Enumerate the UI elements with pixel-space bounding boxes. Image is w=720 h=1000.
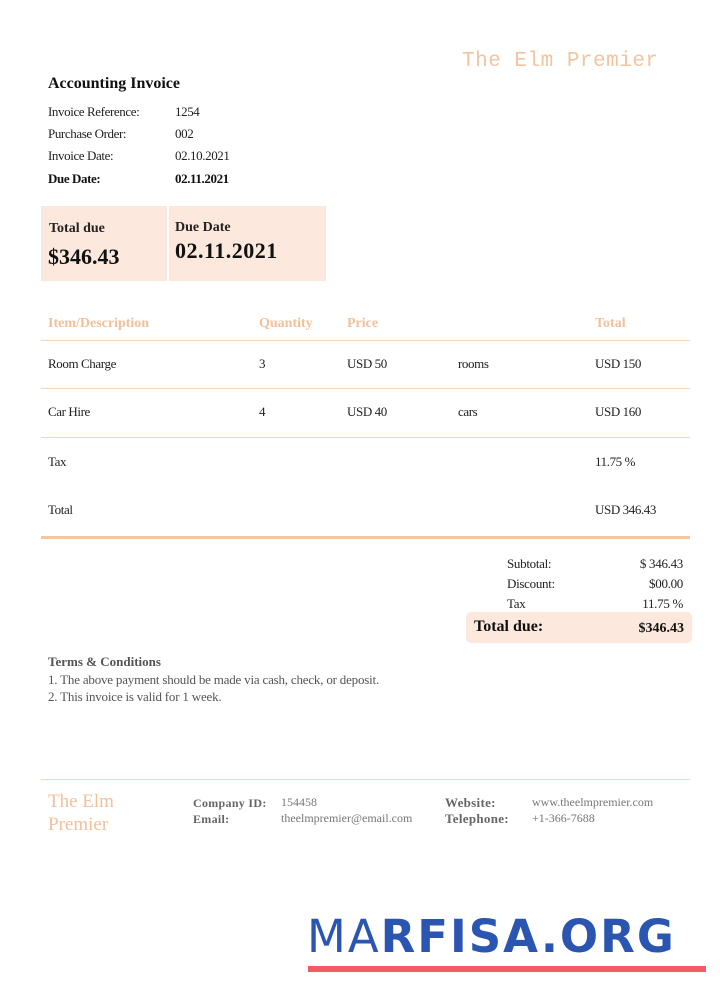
meta-label: Purchase Order: — [48, 126, 127, 141]
meta-value: 002 — [175, 126, 194, 141]
watermark-part1: MA — [307, 910, 381, 963]
company-id-label: Company ID: — [193, 796, 267, 810]
tax-label: Tax — [507, 596, 526, 611]
row-divider — [41, 388, 690, 389]
row-car-unit: cars — [458, 404, 478, 419]
telephone-label: Telephone: — [445, 811, 509, 826]
summary-due-date-value: 02.11.2021 — [175, 238, 278, 263]
col-header-quantity: Quantity — [259, 316, 313, 331]
row-total-item: Total — [48, 502, 73, 517]
row-total-total: USD 346.43 — [595, 502, 657, 517]
row-divider — [41, 437, 690, 438]
row-car-quantity: 4 — [259, 404, 266, 419]
email-value[interactable]: theelmpremier@email.com — [281, 811, 413, 825]
watermark-part3: .ORG — [540, 910, 676, 963]
summary-due-date-label: Due Date — [175, 220, 231, 235]
summary-divider — [167, 206, 169, 281]
summary-box — [41, 206, 326, 281]
summary-total-due-value: $346.43 — [48, 244, 120, 269]
meta-label: Invoice Reference: — [48, 104, 140, 119]
subtotal-value: $ 346.43 — [639, 556, 683, 571]
footer-brand-line1: The Elm — [48, 791, 114, 812]
row-room-item: Room Charge — [48, 356, 116, 371]
invoice-title: Accounting Invoice — [48, 75, 180, 92]
tax-value: 11.75 % — [642, 596, 683, 611]
terms-line: 1. The above payment should be made via cash, check, or deposit. — [48, 672, 379, 687]
row-tax-item: Tax — [48, 454, 67, 469]
email-label: Email: — [193, 812, 230, 826]
meta-label: Due Date: — [48, 171, 101, 186]
terms-title: Terms & Conditions — [48, 654, 161, 669]
col-header-total: Total — [595, 316, 626, 331]
brand-name-header: The Elm Premier — [462, 50, 659, 73]
total-due-label: Total due: — [474, 618, 544, 635]
total-due-box — [466, 612, 692, 643]
row-room-price: USD 50 — [347, 356, 387, 371]
table-bottom-divider — [41, 536, 690, 539]
discount-label: Discount: — [507, 576, 555, 591]
table-header-divider — [41, 340, 690, 341]
discount-value: $00.00 — [649, 576, 683, 591]
row-car-item: Car Hire — [48, 404, 90, 419]
watermark-part2: RFISA — [380, 910, 541, 963]
row-car-total: USD 160 — [595, 404, 641, 419]
watermark-logo — [307, 912, 676, 962]
subtotal-label: Subtotal: — [507, 556, 552, 571]
company-id-value: 154458 — [281, 795, 317, 809]
terms-line: 2. This invoice is valid for 1 week. — [48, 689, 222, 704]
row-tax-total: 11.75 % — [595, 454, 636, 469]
meta-value: 02.11.2021 — [175, 171, 229, 186]
col-header-item: Item/Description — [48, 316, 150, 331]
row-room-quantity: 3 — [259, 356, 266, 371]
footer-brand-line2: Premier — [48, 814, 109, 835]
meta-value: 02.10.2021 — [175, 148, 230, 163]
meta-value: 1254 — [175, 104, 200, 119]
footer-brand — [48, 790, 148, 836]
footer-divider — [41, 779, 690, 780]
col-header-price: Price — [347, 316, 379, 331]
telephone-value: +1-366-7688 — [532, 811, 595, 825]
total-due-value: $346.43 — [638, 621, 684, 636]
website-value[interactable]: www.theelmpremier.com — [532, 795, 654, 809]
meta-label: Invoice Date: — [48, 148, 114, 163]
row-room-total: USD 150 — [595, 356, 641, 371]
row-car-price: USD 40 — [347, 404, 387, 419]
website-label: Website: — [445, 795, 496, 810]
row-room-unit: rooms — [458, 356, 489, 371]
watermark-underline — [308, 966, 706, 972]
summary-total-due-label: Total due — [49, 221, 105, 236]
